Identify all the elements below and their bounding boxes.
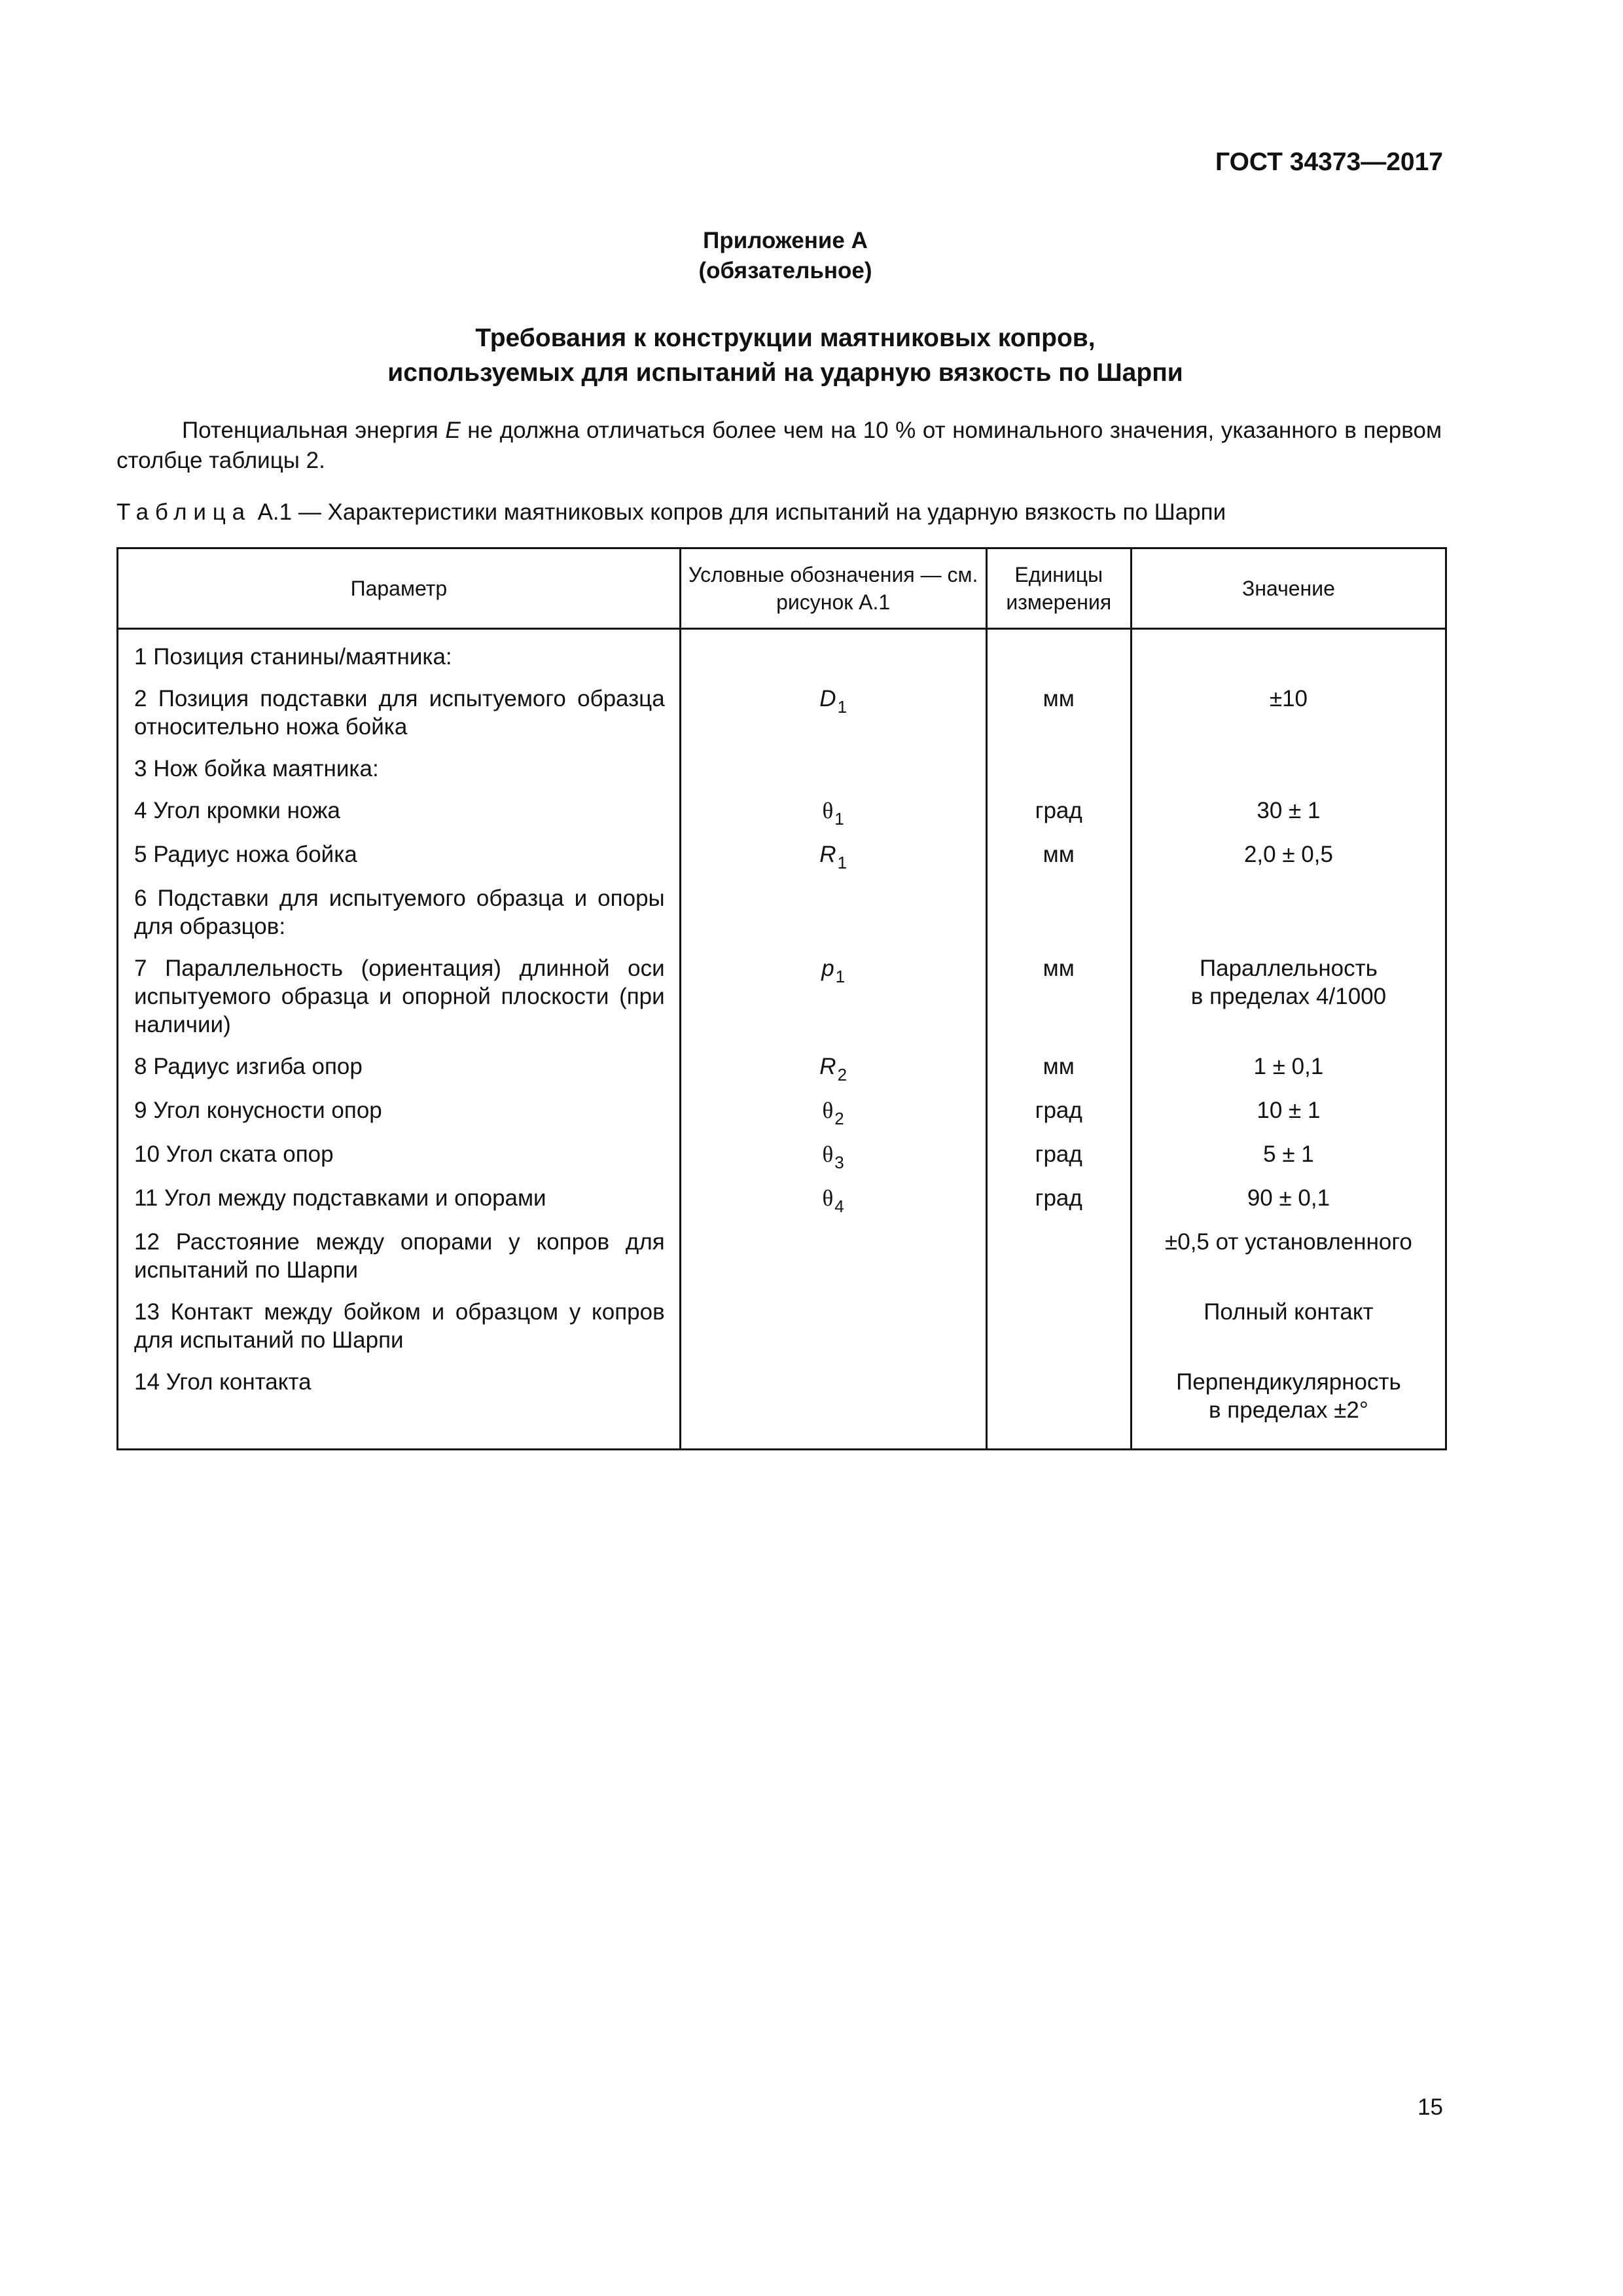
value-text: ±0,5 от установленного (1165, 1229, 1412, 1255)
value-column (1131, 629, 1446, 1450)
unit-text: мм (1043, 686, 1075, 711)
value-text: ±10 (1269, 686, 1308, 711)
symbol-subscript: 1 (834, 809, 844, 829)
symbol-subscript: 1 (837, 697, 847, 717)
param-text: 6 Подставки для испытуемого образца и опоры для образцов: (134, 886, 665, 939)
value-text: 2,0 ± 0,5 (1243, 842, 1333, 867)
symbol-subscript: 2 (834, 1109, 844, 1128)
spec-table (116, 547, 1447, 1450)
param-text: 2 Позиция подставки для испытуемого образца относительно ножа бойка (134, 686, 665, 740)
symbol-cell (681, 840, 986, 884)
symbol-cell (681, 755, 986, 797)
param-text: 9 Угол конусности опор (134, 1098, 382, 1123)
appendix-title: Приложение А (703, 228, 868, 253)
unit-column (986, 629, 1131, 1450)
symbol-subscript: 4 (834, 1196, 844, 1216)
intro-text-start: Потенциальная энергия (182, 418, 446, 443)
value-text: Параллельность в пределах 4/1000 (1190, 956, 1387, 1009)
intro-paragraph (116, 416, 1442, 476)
symbol-column (680, 629, 986, 1450)
unit-text: мм (1043, 842, 1075, 867)
unit-text: мм (1043, 1054, 1075, 1079)
symbol-letter: R (819, 842, 836, 867)
section-title-line-2: используемых для испытаний на ударную вязкость по Шарпи (387, 359, 1183, 387)
symbol-letter: θ (822, 1185, 834, 1211)
value-text: Полный контакт (1204, 1299, 1374, 1325)
symbol-cell (681, 1228, 986, 1298)
param-text: 12 Расстояние между опорами у копров для испытаний по Шарпи (134, 1229, 665, 1283)
symbol-cell (681, 643, 986, 685)
table-caption (116, 499, 1226, 526)
param-text: 11 Угол между подставками и опорами (134, 1185, 546, 1211)
page-number: 15 (1418, 2094, 1443, 2120)
symbol-letter: D (819, 686, 836, 711)
symbol-subscript: 1 (835, 967, 846, 986)
header-symbol: Условные обозначения — см. рисунок А.1 (680, 548, 986, 629)
param-column (118, 629, 681, 1450)
intro-text-end: не должна отличаться более чем на 10 % от номинального значения, указанного в первом столбце таблицы 2. (116, 418, 1442, 473)
symbol-letter: θ (822, 1098, 834, 1123)
document-code: ГОСТ 34373—2017 (1215, 148, 1443, 176)
unit-text (988, 1228, 1130, 1298)
header-value: Значение (1131, 548, 1446, 629)
value-text: 5 ± 1 (1263, 1141, 1314, 1167)
value-text (1132, 643, 1445, 685)
section-title (0, 321, 1571, 390)
header-param: Параметр (118, 548, 681, 629)
symbol-cell (681, 1298, 986, 1368)
param-text: 1 Позиция станины/маятника: (134, 644, 452, 670)
symbol-cell (681, 1368, 986, 1438)
appendix-heading (0, 226, 1571, 286)
symbol-letter: R (819, 1054, 836, 1079)
param-text: 13 Контакт между бойком и образцом у копров для испытаний по Шарпи (134, 1299, 665, 1353)
table-header-row (118, 548, 1446, 629)
value-text: 10 ± 1 (1257, 1098, 1321, 1123)
param-text: 4 Угол кромки ножа (134, 798, 340, 823)
value-text: 1 ± 0,1 (1253, 1054, 1324, 1079)
appendix-status: (обязательное) (698, 258, 872, 283)
unit-text (988, 1298, 1130, 1368)
param-text: 10 Угол ската опор (134, 1141, 334, 1167)
param-text: 3 Нож бойка маятника: (134, 756, 379, 781)
symbol-cell (681, 685, 986, 755)
unit-text (988, 643, 1130, 685)
value-text (1132, 884, 1445, 954)
unit-text (988, 884, 1130, 954)
section-title-line-1: Требования к конструкции маятниковых копров, (475, 324, 1096, 352)
symbol-subscript: 2 (837, 1065, 847, 1085)
symbol-letter: θ (822, 798, 834, 823)
symbol-cell (681, 884, 986, 954)
table-caption-text: А.1 — Характеристики маятниковых копров для испытаний на ударную вязкость по Шарпи (251, 499, 1226, 525)
param-text: 5 Радиус ножа бойка (134, 842, 357, 867)
unit-text: град (1035, 1141, 1082, 1167)
unit-text: мм (1043, 956, 1075, 981)
energy-symbol: E (445, 418, 461, 443)
symbol-cell (681, 954, 986, 1052)
symbol-cell (681, 1052, 986, 1096)
symbol-letter: θ (822, 1141, 834, 1167)
symbol-subscript: 1 (837, 853, 847, 872)
symbol-cell (681, 1096, 986, 1140)
unit-text (988, 755, 1130, 797)
symbol-cell (681, 797, 986, 840)
symbol-subscript: 3 (834, 1153, 844, 1172)
symbol-letter: p (821, 956, 834, 981)
value-text: 30 ± 1 (1257, 798, 1321, 823)
symbol-cell (681, 1140, 986, 1184)
header-unit: Единицы измерения (986, 548, 1131, 629)
table-caption-lead: Таблица (116, 499, 251, 525)
table-body-row (118, 629, 1446, 1450)
unit-text: град (1035, 1098, 1082, 1123)
symbol-cell (681, 1184, 986, 1228)
param-text: 14 Угол контакта (134, 1369, 312, 1395)
param-text: 8 Радиус изгиба опор (134, 1054, 363, 1079)
value-text: 90 ± 0,1 (1247, 1185, 1330, 1211)
value-text: Перпендикулярность в пределах ±2° (1176, 1369, 1401, 1423)
value-text (1132, 755, 1445, 797)
unit-text (988, 1368, 1130, 1438)
param-text: 7 Параллельность (ориентация) длинной оси испытуемого образца и опорной плоскости (при наличии) (134, 956, 665, 1037)
unit-text: град (1035, 1185, 1082, 1211)
unit-text: град (1035, 798, 1082, 823)
